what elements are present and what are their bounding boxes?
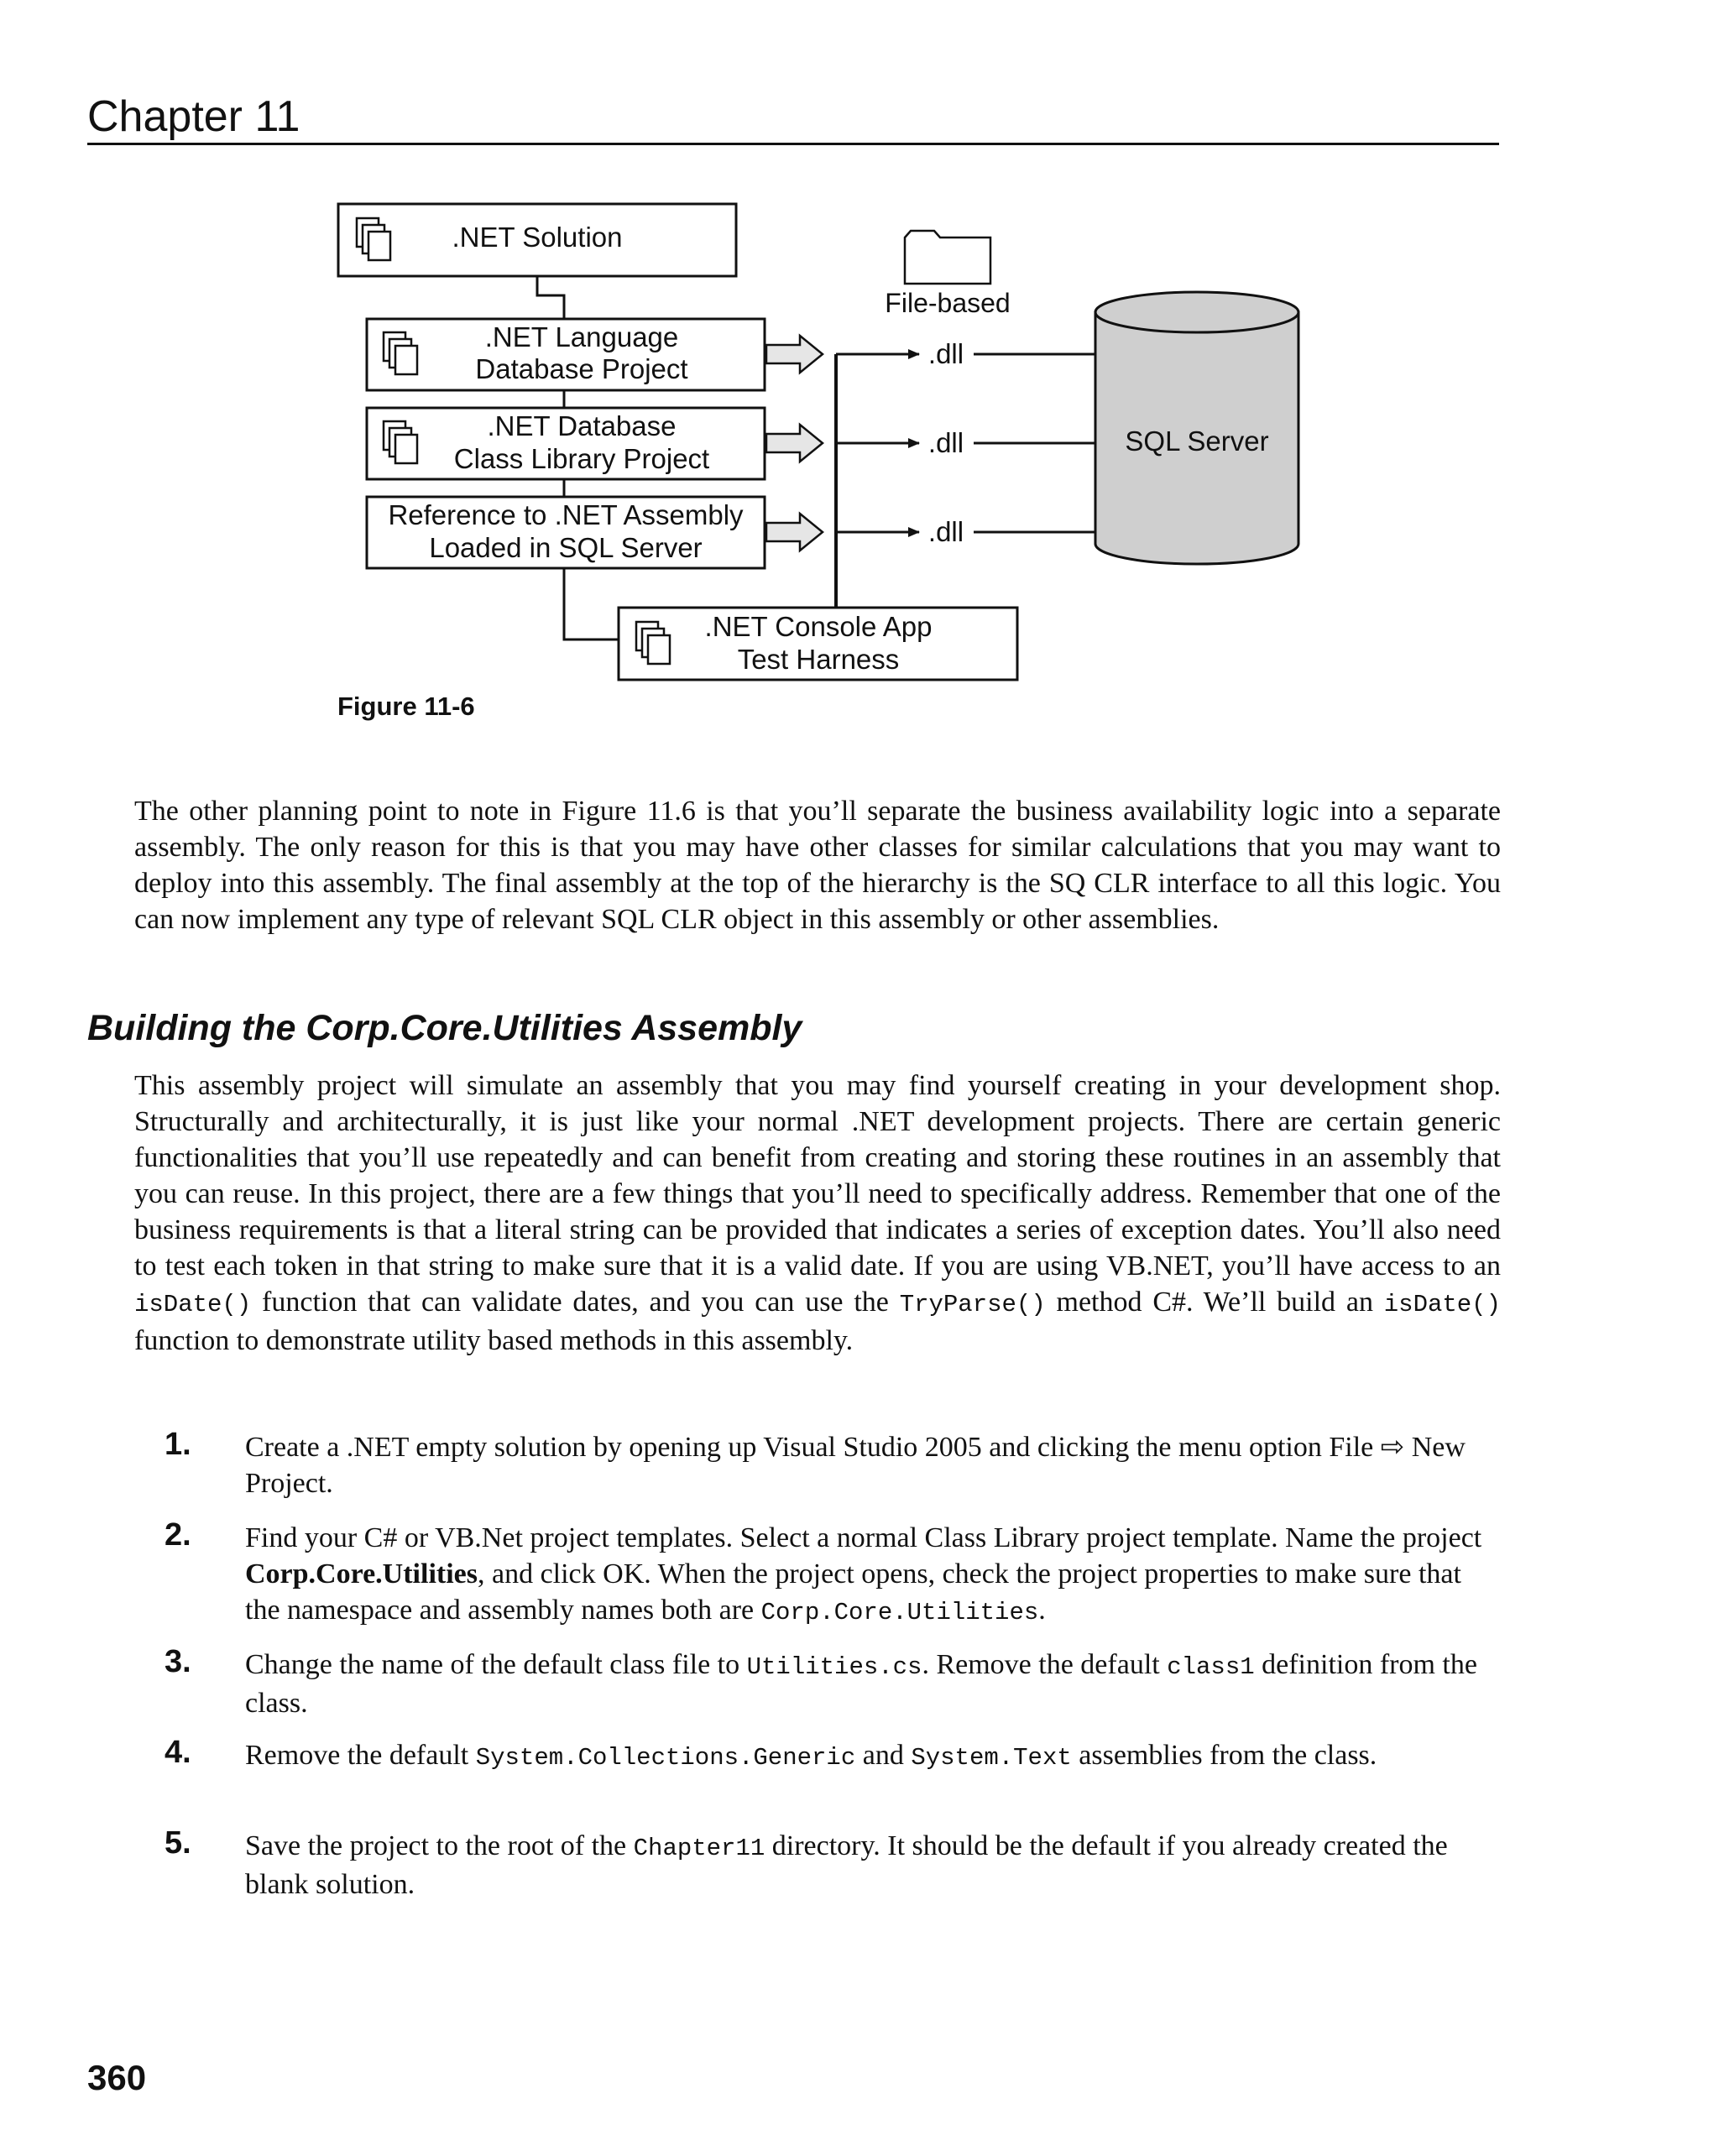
assembly-reference-line-1: Reference to .NET Assembly: [388, 499, 744, 530]
intro-paragraph: The other planning point to note in Figure 11.6 is that you’ll separate the business availability logic into a separate assembly. The only reason for this is that you may have other classes for similar calculations that you may want to deploy into this assembly. The final assembly at the top of the hierarchy is the SQ CLR interface to all this logic. You can now implement any type of relevant SQL CLR object in this assembly or other assemblies.: [134, 796, 1501, 935]
step-text-part: definition from the class.: [245, 1649, 1477, 1719]
dll-label-2: .dll: [927, 427, 964, 458]
section-heading: Building the Corp.Core.Utilities Assembly: [87, 1008, 802, 1048]
section-paragraph-text: method C#. We’ll build an: [1045, 1287, 1384, 1318]
inline-code: Chapter11: [633, 1835, 765, 1862]
step-text-part: Save the project to the root of the: [245, 1830, 634, 1861]
sql-server-label: SQL Server: [1125, 425, 1269, 457]
class-library-line-2: Class Library Project: [453, 443, 710, 474]
step-text: [245, 1647, 1501, 1721]
step-text-part: Create a .NET empty solution by opening up Visual Studio 2005 and clicking the menu option File ⇨ New Project.: [245, 1432, 1466, 1499]
inline-code: isDate(): [1383, 1291, 1501, 1318]
class-library-line-1: .NET Database: [487, 410, 677, 441]
assembly-reference-line-2: Loaded in SQL Server: [429, 532, 703, 563]
language-project-line-2: Database Project: [475, 353, 688, 384]
console-app-node: [619, 608, 1017, 680]
figure-11-6-diagram: [0, 0, 1719, 755]
stacked-documents-icon: [636, 622, 670, 664]
block-arrow-icon: [766, 425, 823, 462]
step-text: [245, 1429, 1501, 1501]
dll-arrows: [836, 354, 919, 532]
solution-label: .NET Solution: [452, 222, 623, 253]
step-text-part: assemblies from the class.: [1071, 1740, 1377, 1771]
file-based-label: File-based: [885, 288, 1011, 318]
file-based-folder: [885, 231, 1010, 318]
block-arrow-icon: [766, 514, 823, 551]
figure-caption: Figure 11-6: [337, 692, 475, 721]
section-paragraph-text: function that can validate dates, and you can use the: [251, 1287, 900, 1318]
hollow-arrows: [766, 336, 823, 551]
console-app-line-1: .NET Console App: [704, 611, 933, 642]
class-library-project-node: [367, 408, 765, 479]
inline-code: isDate(): [134, 1291, 252, 1318]
step-text-part: Find your C# or VB.Net project templates. Select a normal Class Library project template. Name the project: [245, 1522, 1482, 1553]
section-paragraph-text: This assembly project will simulate an assembly that you may find yourself creating in your development shop. Structurally and architecturally, it is just like your normal .NET development projects. There are certain generic functionalities that you’ll use repeatedly and can benefit from creating and storing these routines in an assembly that you can reuse. In this project, there are a few things that you’ll need to specifically address. Remember that one of the business requirements is that a literal string can be provided that indicates a series of exception dates. You’ll also need to test each token in that string to make sure that it is a valid date. If you are using VB.NET, you’ll have access to an: [134, 1070, 1501, 1282]
step-text: [245, 1737, 1501, 1776]
folder-icon: [905, 231, 990, 284]
step-number: 2.: [165, 1517, 191, 1553]
step-text-part: Change the name of the default class file to: [245, 1649, 747, 1680]
inline-code: System.Collections.Generic: [475, 1744, 856, 1772]
step-text-part: .: [1038, 1595, 1046, 1626]
language-project-node: [367, 319, 765, 390]
stacked-documents-icon: [384, 332, 417, 374]
inline-code: class1: [1167, 1653, 1255, 1681]
dll-label-3: .dll: [927, 516, 964, 547]
step-number: 3.: [165, 1644, 191, 1679]
solution-node: [338, 204, 736, 276]
step-text-part: directory. It should be the default if you already created the blank solution.: [245, 1830, 1448, 1900]
chapter-header: Chapter 11: [87, 91, 1499, 145]
step-text-part: Remove the default: [245, 1740, 476, 1771]
step-text: [245, 1828, 1501, 1903]
step-text-part: , and click OK. When the project opens, check the project properties to make sure that the namespace and assembly names both are: [245, 1558, 1461, 1626]
step-text-part: and: [855, 1740, 912, 1771]
console-app-line-2: Test Harness: [737, 644, 900, 675]
dll-label-1: .dll: [927, 338, 964, 369]
step-text-part: . Remove the default: [922, 1649, 1168, 1680]
inline-code: Corp.Core.Utilities: [760, 1599, 1039, 1626]
assembly-reference-node: [367, 497, 765, 568]
inline-code: System.Text: [911, 1744, 1072, 1772]
section-paragraph-text: function to demonstrate utility based methods in this assembly.: [134, 1325, 854, 1356]
step-bold-text: Corp.Core.Utilities: [245, 1558, 478, 1590]
inline-code: TryParse(): [899, 1291, 1046, 1318]
stacked-documents-icon: [384, 421, 417, 463]
step-number: 1.: [165, 1427, 191, 1462]
language-project-line-1: .NET Language: [484, 321, 679, 352]
sql-server-cylinder: [1095, 292, 1298, 564]
stacked-documents-icon: [357, 218, 390, 260]
page-number: 360: [87, 2058, 147, 2097]
step-text: [245, 1520, 1501, 1631]
inline-code: Utilities.cs: [746, 1653, 922, 1681]
step-number: 5.: [165, 1825, 191, 1861]
step-number: 4.: [165, 1735, 191, 1770]
section-paragraph: [134, 1068, 1501, 1359]
block-arrow-icon: [766, 336, 823, 373]
